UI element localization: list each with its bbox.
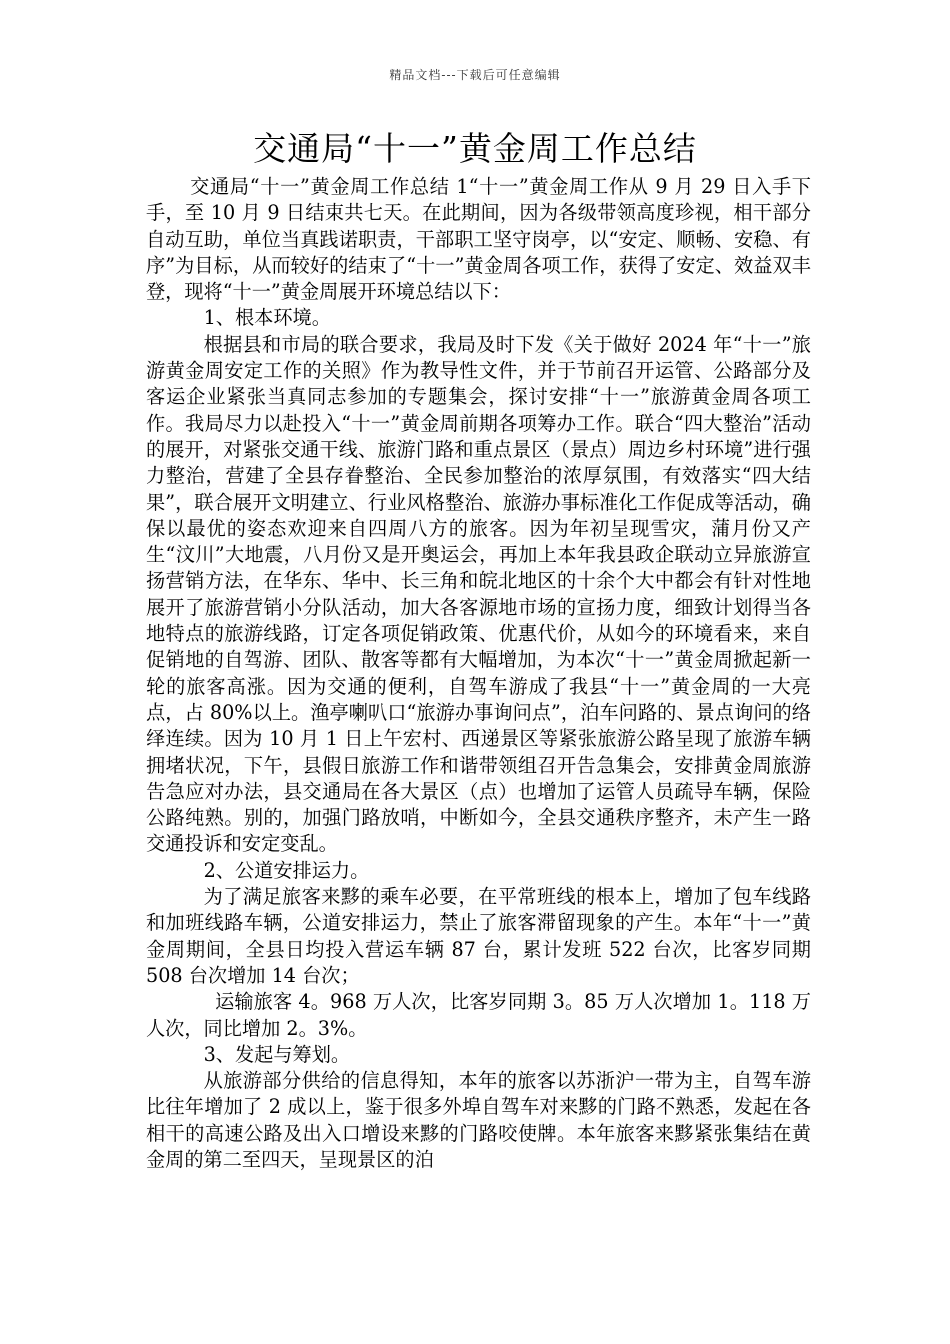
paragraph-section-2: 为了满足旅客来黟的乘车必要，在平常班线的根本上，增加了包车线路和加班线路车辆，公道安排运力，禁止了旅客滞留现象的产生。本年“十一”黄金周期间，全县日均投入营运车辆 87 台，累计发班 522 台次，比客岁同期 508 台次增加 14 台次；: [146, 885, 811, 987]
section-heading-1: 1、根本环境。: [203, 306, 331, 330]
document-title: 交通局“十一”黄金周工作总结: [253, 129, 697, 168]
paragraph-section-2-cont: 运输旅客 4。968 万人次，比客岁同期 3。85 万人次增加 1。118 万人次，同比增加 2。3%。: [146, 990, 811, 1040]
section-heading-2: 2、公道安排运力。: [203, 858, 370, 882]
paragraph-intro: 交通局“十一”黄金周工作总结 1“十一”黄金周工作从 9 月 29 日入手下手，至 10 月 9 日结束共七天。在此期间，因为各级带领高度珍视，相干部分自动互助，单位当真践诺职责，干部职工坚守岗亭，以“安定、顺畅、安稳、有序”为目标，从而较好的结束了“十一”黄金周各项工作，获得了安定、效益双丰登，现将“十一”黄金周展开环境总结以下：: [146, 175, 811, 304]
page-header: 精品文档---下载后可任意编辑: [389, 68, 561, 82]
paragraph-section-3: 从旅游部分供给的信息得知，本年的旅客以苏浙沪一带为主，自驾车游比往年增加了 2 成以上，鉴于很多外埠自驾车对来黟的门路不熟悉，发起在各相干的高速公路及出入口增设来黟的门路咬使牌。本年旅客来黟紧张集结在黄金周的第二至四天，呈现景区的泊: [146, 1069, 811, 1171]
paragraph-section-1: 根据县和市局的联合要求，我局及时下发《关于做好 2024 年“十一”旅游黄金周安定工作的关照》作为教导性文件，并于节前召开运管、公路部分及客运企业紧张当真同志参加的专题集会，探讨安排“十一”旅游黄金周各项工作。我局尽力以赴投入“十一”黄金周前期各项筹办工作。联合“四大整治”活动的展开，对紧张交通干线、旅游门路和重点景区（景点）周边乡村环境”进行强力整治，营建了全县存眷整治、全民参加整治的浓厚氛围，有效落实“四大结果”，联合展开文明建立、行业风格整治、旅游办事标准化工作促成等活动，确保以最优的姿态欢迎来自四周八方的旅客。因为年初呈现雪灾，蒲月份又产生“汶川”大地震，八月份又是开奥运会，再加上本年我县政企联动立异旅游宣扬营销方法，在华东、华中、长三角和皖北地区的十余个大中都会有针对性地展开了旅游营销小分队活动，加大各客源地市场的宣扬力度，细致计划得当各地特点的旅游线路，订定各项促销政策、优惠代价，从如今的环境看来，来自促销地的自驾游、团队、散客等都有大幅增加，为本次“十一”黄金周掀起新一轮的旅客高涨。因为交通的便利，自驾车游成了我县“十一”黄金周的一大亮点，占 80%以上。渔亭喇叭口“旅游办事询问点”，泊车问路的、景点询问的络绎连续。因为 10 月 1 日上午宏村、西递景区等紧张旅游公路呈现了旅游车辆拥堵状况，下午，县假日旅游工作和谐带领组召开告急集会，安排黄金周旅游告急应对办法，县交通局在各大景区（点）也增加了运管人员疏导车辆，保险公路纯熟。别的，加强门路放哨，中断如今，全县交通秩序整齐，未产生一路交通投诉和安定变乱。: [146, 332, 811, 856]
section-heading-3: 3、发起与筹划。: [203, 1042, 351, 1066]
document-body: [146, 174, 811, 1173]
